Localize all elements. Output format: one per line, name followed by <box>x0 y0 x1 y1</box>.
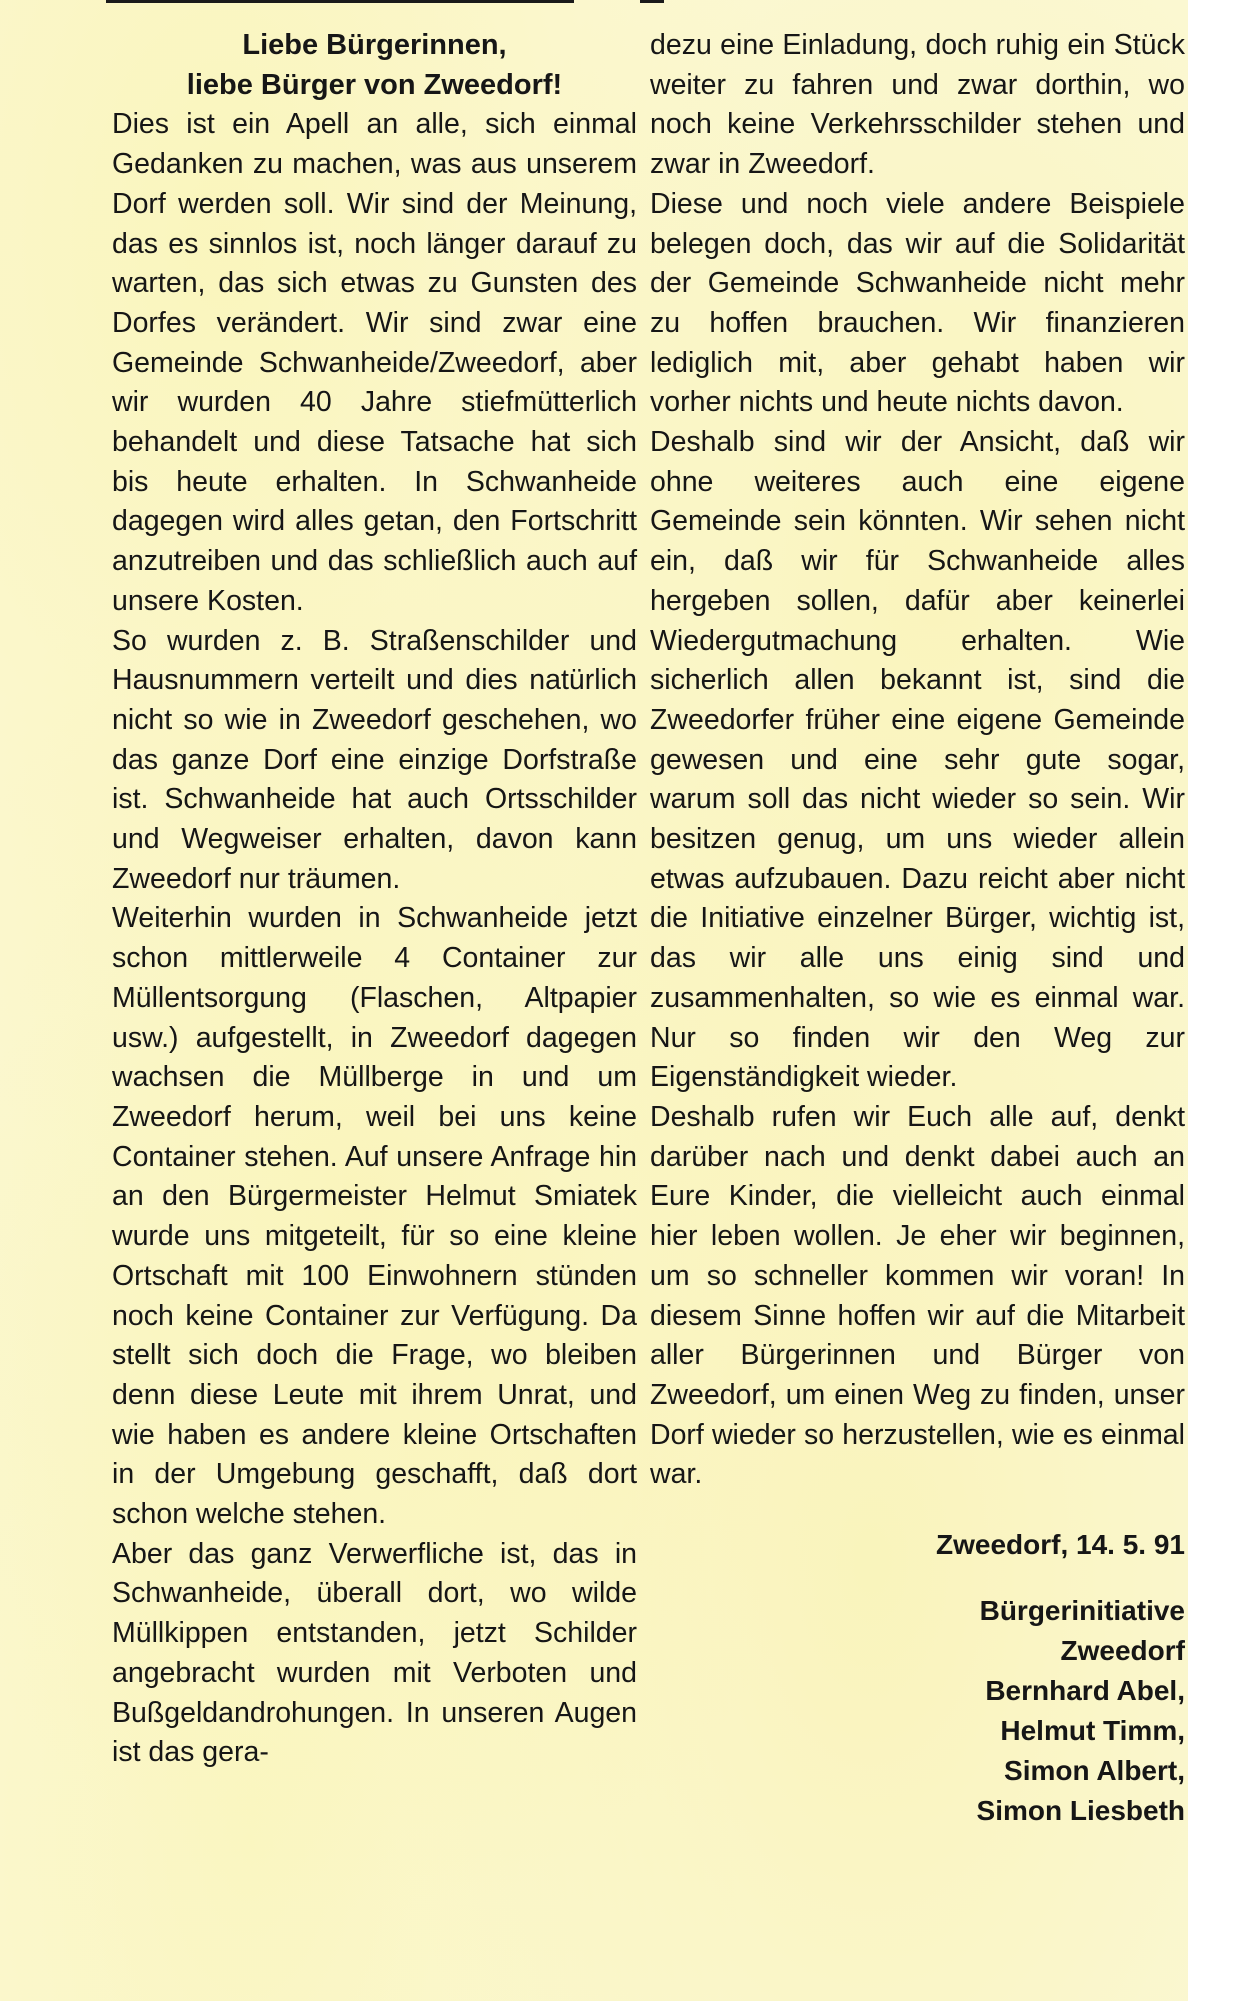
paragraph: Aber das ganz Verwerfliche ist, das in Schwanheide, überall dort, wo wilde Müllkippen entstanden, jetzt Schilder angebracht wurden mit Verboten und Bußgeldandrohungen. In unseren Augen ist das gera- <box>112 1537 637 1769</box>
heading-line-1: Liebe Bürgerinnen, <box>242 29 507 61</box>
signature-org-line-2: Zweedorf <box>1060 1635 1185 1667</box>
signature-name: Simon Liesbeth <box>976 1795 1185 1827</box>
signature-name: Simon Albert, <box>1004 1755 1185 1787</box>
left-column <box>112 26 637 1773</box>
top-rule-line-short <box>640 0 664 3</box>
paragraph: Weiterhin wurden in Schwanheide jetzt schon mittlerweile 4 Container zur Müllentsorgung (Flaschen, Altpapier usw.) aufgestellt, in Zweedorf dagegen wachsen die Müllberge in und um Zweedorf herum, weil bei uns keine Container stehen. Auf unsere Anfrage hin an den Bürgermeister Helmut Smiatek wurde uns mitgeteilt, für so eine kleine Ortschaft mit 100 Einwohnern stünden noch keine Container zur Verfügung. Da stellt sich doch die Frage, wo bleiben denn diese Leute mit ihrem Unrat, und wie haben es andere kleine Ortschaften in der Umgebung geschafft, daß dort schon welche stehen. <box>112 902 637 1531</box>
paragraph: So wurden z. B. Straßenschilder und Hausnummern verteilt und dies natürlich nicht so wie in Zweedorf geschehen, wo das ganze Dorf eine einzige Dorfstraße ist. Schwanheide hat auch Ortsschilder und Wegweiser erhalten, davon kann Zweedorf nur träumen. <box>112 624 637 895</box>
paragraph: Deshalb rufen wir Euch alle auf, denkt darüber nach und denkt dabei auch an Eure Kinder, die vielleicht auch einmal hier leben wollen. Je eher wir beginnen, um so schneller kommen wir voran! In diesem Sinne hoffen wir auf die Mitarbeit aller Bürgerinnen und Bürger von Zweedorf, um einen Weg zu finden, unser Dorf wieder so herzustellen, wie es einmal war. <box>650 1100 1185 1491</box>
paragraph: Deshalb sind wir der Ansicht, daß wir ohne weiteres auch eine eigene Gemeinde sein könnten. Wir sehen nicht ein, daß wir für Schwanheide alles hergeben sollen, dafür aber keinerlei Wiedergutmachung erhalten. Wie sicherlich allen bekannt ist, sind die Zweedorfer früher eine eigene Gemeinde gewesen und eine sehr gute sogar, warum soll das nicht wieder so sein. Wir besitzen genug, um uns wieder allein etwas aufzubauen. Dazu reicht aber nicht die Initiative einzelner Bürger, wichtig ist, das wir alle uns einig sind und zusammenhalten, so wie es einmal war. Nur so finden wir den Weg zur Eigenständigkeit wieder. <box>650 426 1185 1094</box>
signature-name: Bernhard Abel, <box>985 1675 1185 1707</box>
page-margin <box>1188 0 1246 2001</box>
paragraph: Dies ist ein Apell an alle, sich einmal Gedanken zu machen, was aus unserem Dorf werden soll. Wir sind der Meinung, das es sinnlos ist, noch länger darauf zu warten, das sich etwas zu Gunsten des Dorfes verändert. Wir sind zwar eine Gemeinde Schwanheide/Zweedorf, aber wir wurden 40 Jahre stiefmütterlich behandelt und diese Tatsache hat sich bis heute erhalten. In Schwanheide dagegen wird alles getan, den Fortschritt anzutreiben und das schließlich auch auf unsere Kosten. <box>112 108 637 617</box>
top-rule-line <box>106 0 574 3</box>
signature-org-line-1: Bürgerinitiative <box>979 1595 1185 1627</box>
signature-date: Zweedorf, 14. 5. 91 <box>936 1529 1185 1561</box>
signature-block <box>650 1591 1185 1831</box>
heading-line-2: liebe Bürger von Zweedorf! <box>186 68 563 101</box>
paragraph: Diese und noch viele andere Beispiele belegen doch, das wir auf die Solidarität der Gemeinde Schwanheide nicht mehr zu hoffen brauchen. Wir finanzieren lediglich mit, aber gehabt haben wir vorher nichts und heute nichts davon. <box>650 187 1185 419</box>
letter-heading <box>112 26 637 105</box>
right-column <box>650 26 1185 1831</box>
signature-name: Helmut Timm, <box>1000 1715 1185 1747</box>
paragraph: dezu eine Einladung, doch ruhig ein Stück weiter zu fahren und zwar dorthin, wo noch keine Verkehrsschilder stehen und zwar in Zweedorf. <box>650 29 1185 181</box>
